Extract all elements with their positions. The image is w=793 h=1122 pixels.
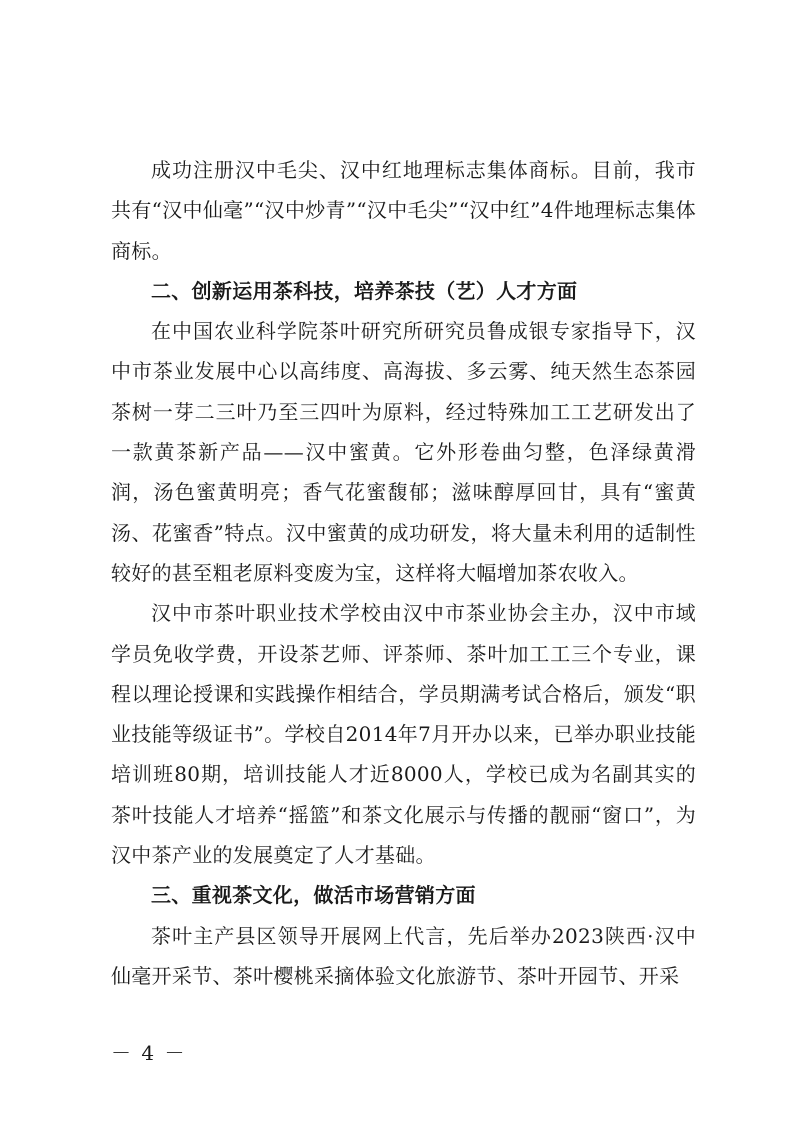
page-number: － 4 － [111,1041,187,1065]
paragraph-tea-school: 汉中市茶叶职业技术学校由汉中市茶业协会主办，汉中市域学员免收学费，开设茶艺师、评茶师、茶叶加工工三个专业，课程以理论授课和实践操作相结合，学员期满考试合格后，颁发“职业技能等级证书”。学校自2014年7月开办以来，已举办职业技能培训班80期，培训技能人才近8000人，学校已成为名副其实的茶叶技能人才培养“摇篮”和茶文化展示与传播的靓丽“窗口”，为汉中茶产业的发展奠定了人才基础。 [111,601,696,868]
paragraph-hanzhong-mihuang: 在中国农业科学院茶叶研究所研究员鲁成银专家指导下，汉中市茶业发展中心以高纬度、高海拔、多云雾、纯天然生态茶园茶树一芽二三叶乃至三四叶为原料，经过特殊加工工艺研发出了一款黄茶新产品——汉中蜜黄。它外形卷曲匀整，色泽绿黄滑润，汤色蜜黄明亮；香气花蜜馥郁；滋味醇厚回甘，具有“蜜黄汤、花蜜香”特点。汉中蜜黄的成功研发，将大量未利用的适制性较好的甚至粗老原料变废为宝，这样将大幅增加茶农收入。 [111,319,696,585]
document-body [111,150,696,996]
section-heading-tea-culture: 三、重视茶文化，做活市场营销方面 [151,883,476,908]
paragraph-trademarks: 成功注册汉中毛尖、汉中红地理标志集体商标。目前，我市共有“汉中仙毫”“汉中炒青”“汉中毛尖”“汉中红”4件地理标志集体商标。 [111,158,696,263]
section-heading-tea-technology: 二、创新运用茶科技，培养茶技（艺）人才方面 [151,278,578,303]
paragraph-online-promotion: 茶叶主产县区领导开展网上代言，先后举办2023陕西·汉中仙毫开采节、茶叶樱桃采摘体验文化旅游节、茶叶开园节、开采 [111,923,696,988]
